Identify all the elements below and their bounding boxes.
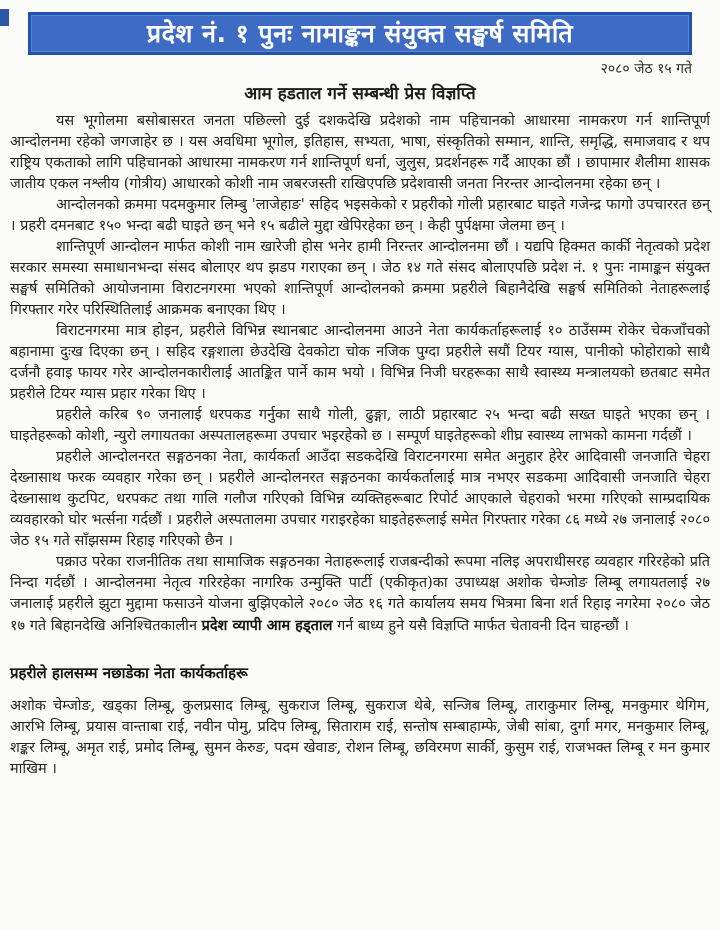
corner-mark xyxy=(0,9,9,26)
detained-leaders-heading: प्रहरीले हालसम्म नछाडेका नेता कार्यकर्ताहरू xyxy=(10,664,248,682)
paragraph-arrests-injuries: प्रहरीले करिब ९० जनालाई धरपकड गर्नुका साथै गोली, ढुङ्गा, लाठी प्रहारबाट २५ भन्दा बढी सख्त घाइते भएका छन् । घाइतेहरूको कोशी, न्युरो लगायतका अस्पतालहरूमा उपचार भइरहेको छ । सम्पूर्ण घाइतेहरूको शीघ्र स्वास्थ्य लाभको कामना गर्दछौं । xyxy=(10,407,710,444)
date-line: २०८० जेठ १५ गते xyxy=(600,61,692,77)
paragraph-martyr-injured: आन्दोलनको क्रममा पदमकुमार लिम्बु 'लाजेहाङ' सहिद भइसकेको र प्रहरीको गोली प्रहारबाट घाइते गजेन्द्र फागो उपचाररत छन् । प्रहरी दमनबाट १५० भन्दा बढी घाइते छन् भने १५ बढीले मुद्दा खेपिरहेका छन् । केही पुर्पक्षमा जेलमा छन् । xyxy=(10,197,710,234)
paragraph-police-obstruction: विराटनगरमा मात्र होइन, प्रहरीले विभिन्न स्थानबाट आन्दोलनमा आउने नेता कार्यकर्ताहरूलाई १० ठाउँसम्म रोकेर चेकजाँचको बहानामा दुःख दिएका छन् । सहिद रङ्गशाला छेउदेखि देवकोटा चोक नजिक पुग्दा प्रहरीले सयौं टियर ग्यास, पानीको फोहोराको साथै दर्जनौ हवाइ फायर गरेर आन्दोलनकारीलाई आतङ्कित पार्ने काम भयो । विभिन्न निजी घरहरूका साथै स्वास्थ्य मन्त्रालयको छतबाट समेत प्रहरीले टियर ग्यास प्रहार गरेका थिए । xyxy=(10,323,710,402)
paragraph-background: यस भूगोलमा बसोबासरत जनता पछिल्लो दुई दशकदेखि प्रदेशको नाम पहिचानको आधारमा नामकरण गर्न शान्तिपूर्ण आन्दोलनमा रहेको जगजाहेर छ । यस अवधिमा भूगोल, इतिहास, सभ्यता, भाषा, संस्कृतिको सम्मान, शान्ति, समृद्धि, समाजवाद र थप राष्ट्रिय एकताको लागि पहिचानको आधारमा नामकरण गर्न शान्तिपूर्ण धर्ना, जुलुस, प्रदर्शनहरू गर्दै आएका छौं । छापामार शैलीमा शासक जातीय एकल नश्लीय (गोत्रीय) आधारको कोशी नाम जबरजस्ती राखिएपछि प्रदेशवासी जनता निरन्तर आन्दोलनमा रहेका छन् । xyxy=(10,113,710,192)
detained-leaders-names: अशोक चेम्जोङ, खड्का लिम्बू, कुलप्रसाद लिम्बू, सुकराज लिम्बू, सुकराज थेबे, सन्जिब लिम्बू, ताराकुमार लिम्बू, मनकुमार थेगिम, आरभि लिम्बू, प्रयास वान्ताबा राई, नवीन पोमु, प्रदिप लिम्बू, सिताराम राई, सन्तोष सम्बाहाम्फे, जेबी सांबा, दुर्गा मगर, मनकुमार लिम्बू, शङ्कर लिम्बू, अमृत राई, प्रमोद लिम्बू, सुमन केरुङ, पदम खेवाङ, रोशन लिम्बू, छविरमण सार्की, कुसुम राई, राजभक्त लिम्बू र मन कुमार माखिम । xyxy=(10,698,710,777)
paragraph-strike-warning xyxy=(10,552,710,637)
strike-warning-text-after: गर्न बाध्य हुने यसै विज्ञप्ति मार्फत चेतावनी दिन चाहन्छौं । xyxy=(332,618,629,634)
organization-name: प्रदेश नं. १ पुनः नामाङ्कन संयुक्त सङ्घर्ष समिति xyxy=(146,19,574,48)
paragraph-government-response: शान्तिपूर्ण आन्दोलन मार्फत कोशी नाम खारेजी होस भनेर हामी निरन्तर आन्दोलनमा छौं । यद्यपि हिक्मत कार्की नेतृत्वको प्रदेश सरकार समस्या समाधानभन्दा संसद बोलाएर थप झडप गराएका छन् । जेठ १४ गते संसद बोलाएपछि प्रदेश नं. १ पुनः नामाङ्कन संयुक्त सङ्घर्ष समितिको आयोजनामा विराटनगरमा भएको शान्तिपूर्ण आन्दोलनको क्रममा प्रहरीले बिहानैदेखि सङ्घर्ष समितिको नेताहरूलाई गिरफ्तार गरेर परिस्थितिलाई आक्रमक बनाएका थिए । xyxy=(10,239,710,318)
strike-warning-text-before: पक्राउ परेका राजनीतिक तथा सामाजिक सङ्गठनका नेताहरूलाई राजबन्दीको रूपमा नलिइ अपराधीसरह व्यवहार गरिरहेको प्रति निन्दा गर्दछौं । आन्दोलनमा नेतृत्व गरिरहेका नागरिक उन्मुक्ति पार्टी (एकीकृत)का उपाध्यक्ष अशोक चेम्जोङ लिम्बू लगायतलाई २७ जनालाई प्रहरीले झुटा मुद्दामा फसाउने योजना बुझिएकोले २०८० जेठ १६ गते कार्यालय समय भित्रमा बिना शर्त रिहाइ नगरेमा २०८० जेठ १७ गते बिहानदेखि अनिश्चितकालीन xyxy=(10,554,710,634)
press-release-title: आम हडताल गर्ने सम्बन्धी प्रेस विज्ञप्ति xyxy=(244,84,476,104)
strike-warning-bold-phrase: प्रदेश व्यापी आम हड्ताल xyxy=(201,617,333,634)
paragraph-discrimination: प्रहरीले आन्दोलनरत सङ्गठनका नेता, कार्यकर्ता आउँदा सडकदेखि विराटनगरमा समेत अनुहार हेरेर आदिवासी जनजाति चेहरा देख्नासाथ फरक व्यवहार गरेका छन् । प्रहरीले आन्दोलनरत सङ्गठनका कार्यकर्तालाई मात्र नभएर सडकमा आदिवासी जनजाति चेहरा देख्नासाथ कुटपिट, धरपकट तथा गालि गलौज गरिएको विभिन्न व्यक्तिहरूबाट रिपोर्ट आएकाले चेहराको भरमा गरिएको साम्प्रदायिक व्यवहारको घोर भर्त्सना गर्दछौं । प्रहरीले अस्पतालमा उपचार गराइरहेका घाइतेहरूलाई समेत गिरफ्तार गरेका ८६ मध्ये २७ जनालाई २०८० जेठ १५ गते साँझसम्म रिहाइ गरिएको छैन । xyxy=(10,449,710,549)
organization-banner xyxy=(28,12,692,55)
